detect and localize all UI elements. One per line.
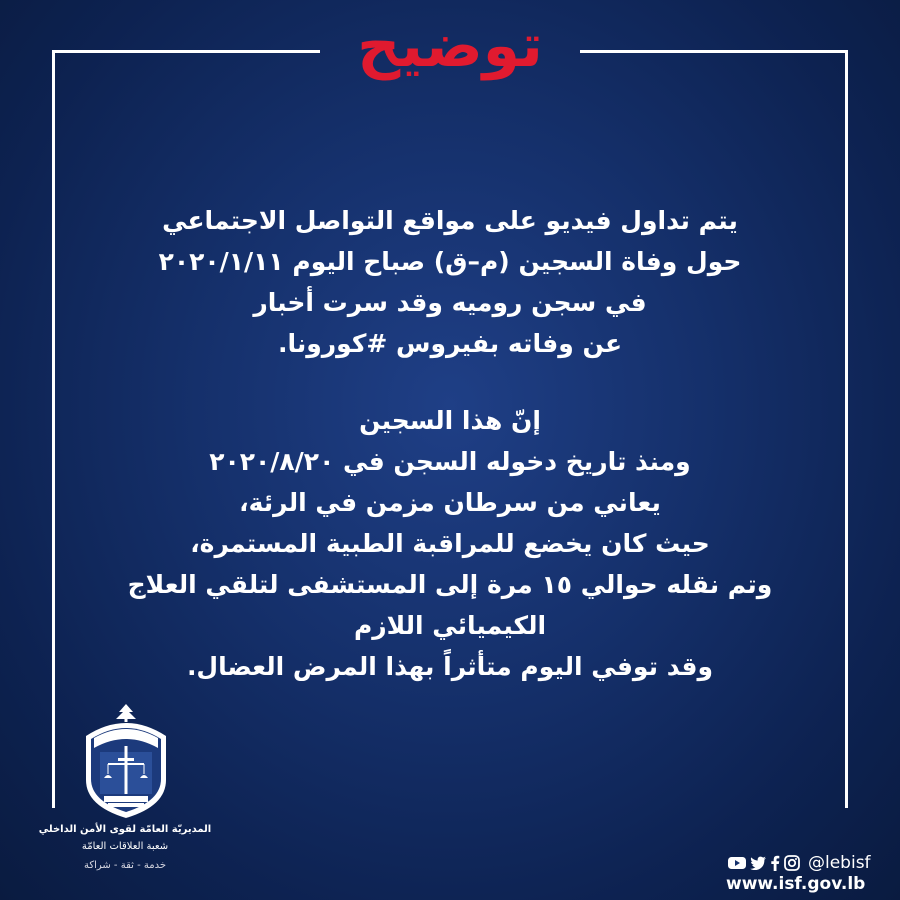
twitter-icon[interactable] <box>750 856 766 870</box>
facebook-icon[interactable] <box>770 855 780 871</box>
text-line: يعاني من سرطان مزمن في الرئة، <box>239 488 661 517</box>
page-title: توضيح <box>357 11 543 81</box>
social-handle[interactable]: @lebisf <box>808 853 871 873</box>
text-line: ومنذ تاريخ دخوله السجن في ٢٠٢٠/٨/٢٠ <box>209 447 691 476</box>
frame-right <box>845 50 848 808</box>
text-line: الكيميائي اللازم <box>353 611 547 640</box>
org-branch: شعبة العلاقات العامّة <box>81 841 169 852</box>
text-line: إنّ هذا السجين <box>359 406 541 435</box>
social-links <box>728 852 871 874</box>
text-line: عن وفاته بفيروس #كورونا. <box>277 329 623 358</box>
text-line: في سجن روميه وقد سرت أخبار <box>253 288 647 317</box>
text-line: يتم تداول فيديو على مواقع التواصل الاجتماعي <box>162 206 738 235</box>
isf-emblem-logo <box>78 702 174 822</box>
frame-top-left <box>52 50 320 53</box>
instagram-icon[interactable] <box>784 855 800 871</box>
org-motto: خدمة - ثقة - شراكة <box>83 860 167 871</box>
website-link[interactable]: www.isf.gov.lb <box>726 874 866 894</box>
paragraph-statement <box>90 200 810 364</box>
text-line: وتم نقله حوالي ١٥ مرة إلى المستشفى لتلقي العلاج <box>127 570 773 599</box>
text-line: وقد توفي اليوم متأثراً بهذا المرض العضال. <box>186 652 714 681</box>
text-line: حيث كان يخضع للمراقبة الطبية المستمرة، <box>190 529 710 558</box>
youtube-icon[interactable] <box>728 856 746 870</box>
text-line: حول وفاة السجين (م–ق) صباح اليوم ٢٠٢٠/١/١١ <box>158 247 742 276</box>
paragraph-clarification <box>90 400 810 687</box>
frame-top-right <box>580 50 848 53</box>
org-department: المديريّة العامّة لقوى الأمن الداخلي <box>38 824 212 835</box>
frame-left <box>52 50 55 808</box>
